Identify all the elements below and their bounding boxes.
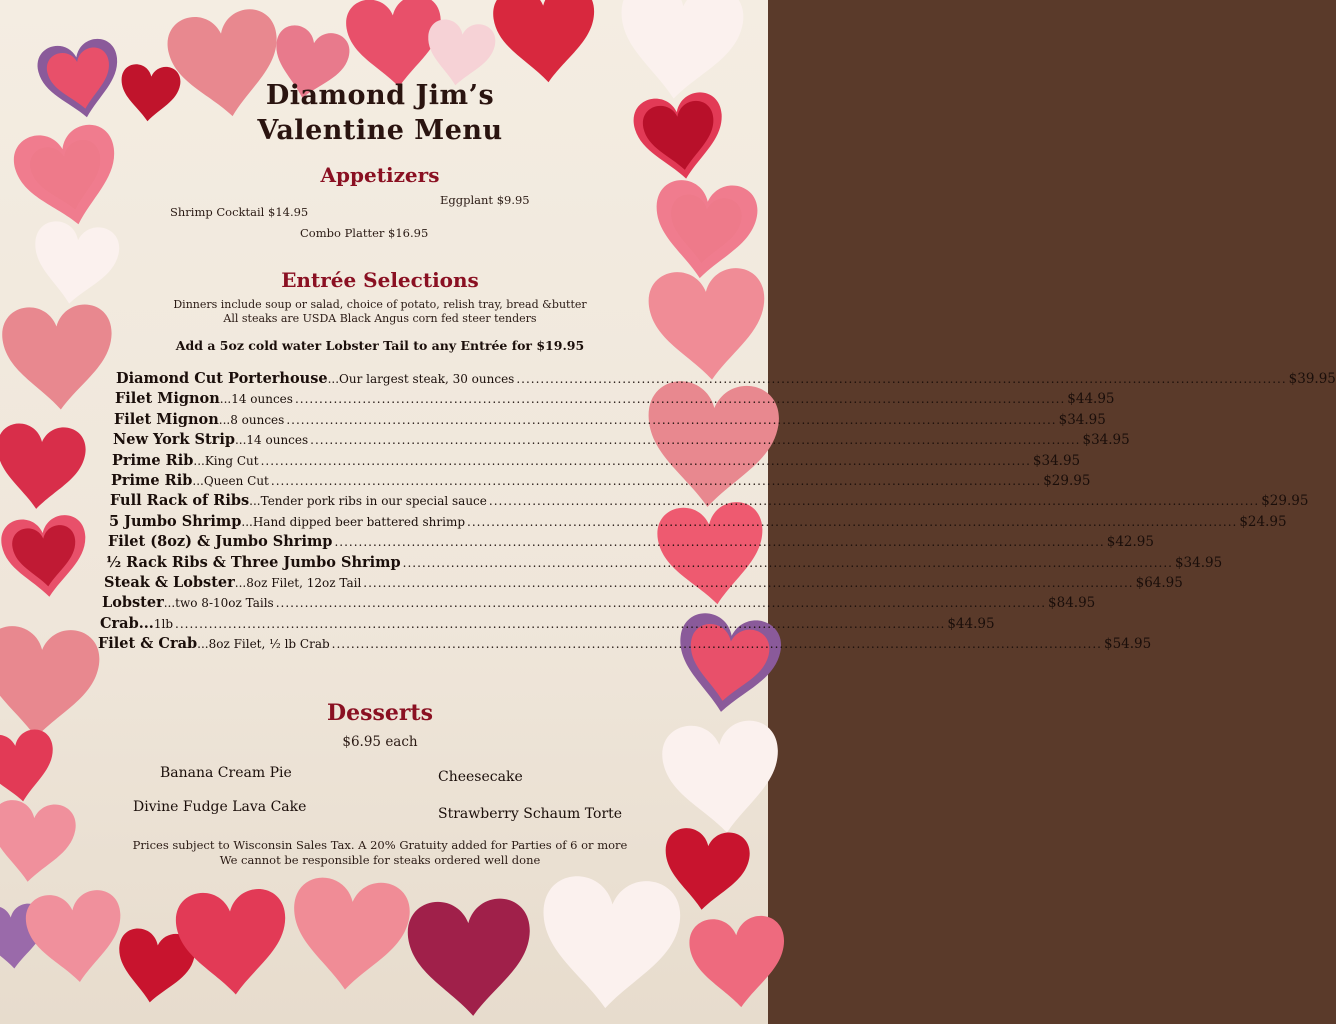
entree-description: ...Our largest steak, 30 ounces <box>327 372 515 386</box>
entree-name: Full Rack of Ribs <box>110 492 250 510</box>
entree-price: $29.95 <box>1261 493 1309 510</box>
entree-price: $84.95 <box>1048 595 1096 612</box>
heart-icon <box>688 914 789 1010</box>
heart-icon <box>0 727 60 806</box>
entree-row <box>100 614 995 632</box>
leader-dots: ................................................................................................................................................................ <box>334 535 1105 550</box>
leader-dots: ................................................................................................................................................................ <box>260 453 1031 468</box>
dessert-item: Divine Fudge Lava Cake <box>133 799 307 815</box>
leader-dots: ................................................................................................................................................................ <box>275 596 1047 611</box>
entree-row <box>102 594 1096 612</box>
leader-dots: ................................................................................................................................................................ <box>294 392 1066 407</box>
leader-dots: ................................................................................................................................................................ <box>488 494 1260 509</box>
heart-icon <box>0 513 91 601</box>
appetizers-heading: Appetizers <box>320 163 440 187</box>
entree-description: ...14 ounces <box>234 433 309 448</box>
entree-description: ...King Cut <box>193 453 259 468</box>
entree-row <box>115 390 1115 408</box>
entree-price: $29.95 <box>1043 473 1091 489</box>
entree-description: ...8oz Filet, 12oz Tail <box>234 576 362 590</box>
desserts-price-note: $6.95 each <box>342 734 418 750</box>
leader-dots: ................................................................................................................................................................ <box>402 555 1173 570</box>
entree-name: 5 Jumbo Shrimp <box>109 512 242 530</box>
entree-name: Diamond Cut Porterhouse <box>116 370 328 387</box>
entree-row <box>113 431 1130 449</box>
entree-name: ½ Rack Ribs & Three Jumbo Shrimp <box>106 553 401 571</box>
entree-row <box>106 553 1223 571</box>
entree-name: Crab... <box>100 614 154 632</box>
menu-title-line-2: Valentine Menu <box>257 115 503 146</box>
entree-name: Prime Rib <box>112 451 194 469</box>
entree-name: New York Strip <box>113 431 235 449</box>
entree-description: ...Queen Cut <box>192 474 269 488</box>
desserts-heading: Desserts <box>327 700 433 726</box>
entree-price: $44.95 <box>1067 391 1115 408</box>
leader-dots: ................................................................................................................................................................ <box>310 433 1081 448</box>
entree-name: Steak & Lobster <box>104 574 235 591</box>
entree-row <box>104 574 1183 591</box>
entree-name: Filet Mignon <box>115 390 220 408</box>
entree-name: Filet Mignon <box>114 410 219 428</box>
entree-description: ...Tender pork ribs in our special sauce <box>249 494 487 509</box>
entree-price: $34.95 <box>1082 432 1130 449</box>
leader-dots: ................................................................................................................................................................ <box>286 412 1057 427</box>
entree-name: Prime Rib <box>111 472 193 489</box>
footer-steak-note: We cannot be responsible for steaks ordered well done <box>219 853 541 867</box>
entree-price: $34.95 <box>1032 452 1081 469</box>
entree-price: $24.95 <box>1239 513 1287 530</box>
leader-dots: ................................................................................................................................................................ <box>467 514 1238 529</box>
heart-icon <box>0 422 87 513</box>
footer-tax-note: Prices subject to Wisconsin Sales Tax. A 20% Gratuity added for Parties of 6 or more <box>132 838 628 852</box>
entree-description: ...14 ounces <box>219 392 293 407</box>
entree-name: Filet (8oz) & Jumbo Shrimp <box>108 533 333 551</box>
entree-description: ...two 8-10oz Tails <box>163 596 274 611</box>
leader-dots: ................................................................................................................................................................ <box>175 616 946 631</box>
leader-dots: ................................................................................................................................................................ <box>270 474 1042 488</box>
appetizer-item: Combo Platter $16.95 <box>300 226 429 240</box>
entree-price: $44.95 <box>947 615 995 632</box>
entree-description: ...8 ounces <box>218 412 285 427</box>
entrees-note: All steaks are USDA Black Angus corn fed steer tenders <box>223 312 537 325</box>
entree-price: $54.95 <box>1103 636 1152 653</box>
entrees-note: Dinners include soup or salad, choice of potato, relish tray, bread &butter <box>173 298 587 311</box>
lobster-addon-note: Add a 5oz cold water Lobster Tail to any Entrée for $19.95 <box>175 338 585 353</box>
entree-row <box>110 492 1309 510</box>
dessert-item: Strawberry Schaum Torte <box>438 806 623 822</box>
entree-row <box>111 472 1091 489</box>
leader-dots: ................................................................................................................................................................ <box>331 637 1102 652</box>
dessert-item: Banana Cream Pie <box>160 765 292 781</box>
entree-price: $34.95 <box>1174 554 1223 571</box>
heart-icon <box>0 798 78 886</box>
leader-dots: ................................................................................................................................................................ <box>363 576 1134 590</box>
entree-row <box>114 410 1106 428</box>
dessert-item: Cheesecake <box>438 769 523 785</box>
entree-row <box>109 512 1287 530</box>
entrees-heading: Entrée Selections <box>281 268 479 292</box>
entree-description: ...8oz Filet, ½ lb Crab <box>197 637 330 652</box>
menu-title-line-1: Diamond Jim’s <box>265 80 495 111</box>
leader-dots: ................................................................................................................................................................ <box>516 372 1287 386</box>
appetizer-item: Shrimp Cocktail $14.95 <box>170 205 309 219</box>
entree-price: $34.95 <box>1058 411 1106 428</box>
entree-price: $39.95 <box>1288 371 1336 387</box>
entree-price: $64.95 <box>1135 575 1183 591</box>
entree-name: Filet & Crab <box>98 635 198 653</box>
appetizer-item: Eggplant $9.95 <box>440 193 530 207</box>
menu-content <box>80 0 1336 1024</box>
entree-row <box>98 635 1152 653</box>
entree-row <box>112 451 1081 469</box>
entree-row <box>116 370 1336 387</box>
entree-description: ...Hand dipped beer battered shrimp <box>241 514 466 529</box>
entree-price: $42.95 <box>1106 534 1154 551</box>
entree-description: 1lb <box>153 616 174 631</box>
entree-row <box>108 533 1154 551</box>
entree-name: Lobster <box>102 594 164 612</box>
